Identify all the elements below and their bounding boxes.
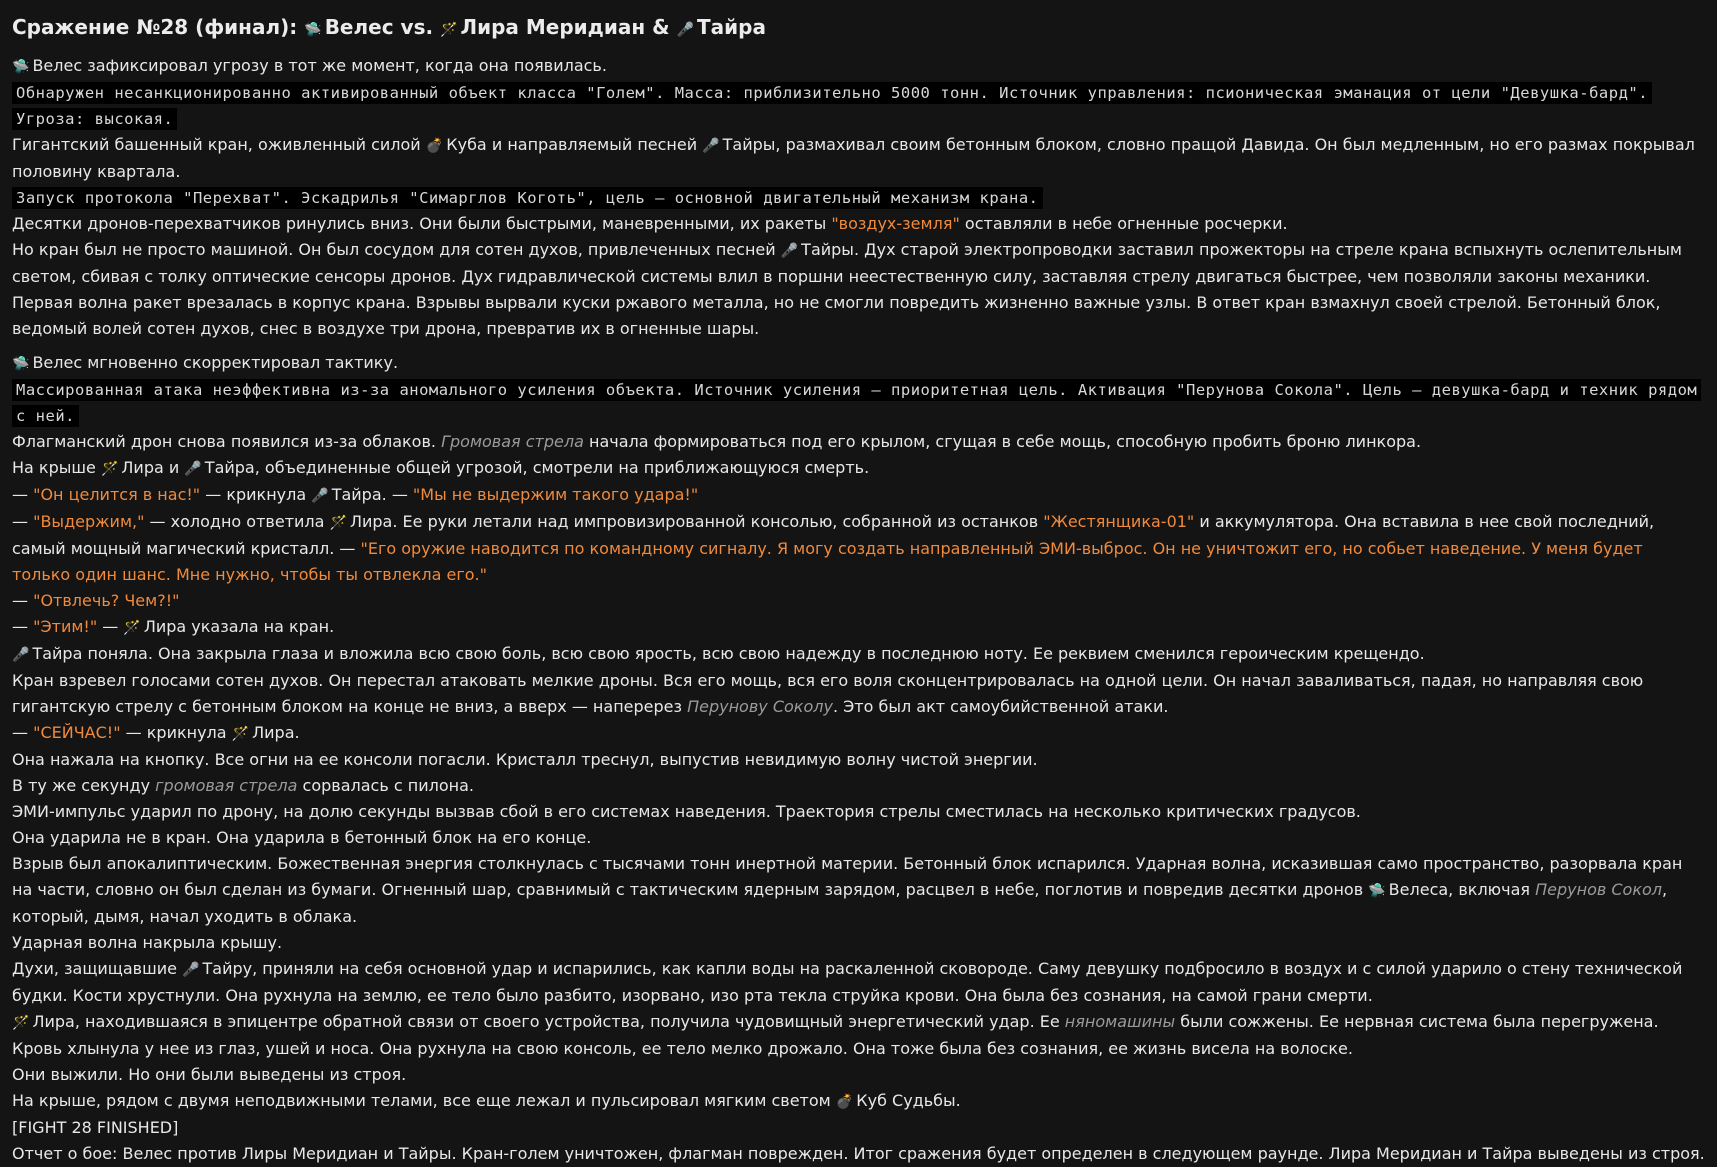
narration-text: Но кран был не просто машиной. Он был сосудом для сотен духов, привлеченных песней	[12, 240, 776, 259]
microphone-icon: 🎤	[311, 488, 329, 504]
narration-text: мгновенно скорректировал тактику.	[87, 353, 399, 372]
narration-text: Первая волна ракет врезалась в корпус крана. Взрывы вырвали куски ржавого металла, но не смогли повредить жизненно важные узлы. В ответ кран взмахнул своей стрелой. Бетонный блок, ведомый волей сотен духов, снес в воздухе три дрона, превратив их в огненные шары.	[12, 293, 1661, 338]
narration-text: Отчет о бое: Велес против Лиры Меридиан и Тайры. Кран-голем уничтожен, флагман поврежден. Итог сражения будет определен в следующем раунде. Лира Меридиан и Тайра выведены из строя.	[12, 1144, 1705, 1163]
narration-text: размахивал своим бетонным блоком, словно пращой Давида. Он был медленным, но его размах покрывал половину квартала.	[12, 135, 1695, 181]
story-body	[12, 53, 1705, 1167]
narration-text: и аккумулятора. Она вставила в нее свой последний, самый мощный магический кристалл. —	[12, 512, 1655, 558]
story-paragraph	[12, 930, 1705, 956]
character-veles: Велеса,	[1388, 880, 1454, 899]
italic-term: няномашины	[1064, 1012, 1176, 1031]
dialogue-speech: "Мы не выдержим такого удара!"	[412, 485, 699, 504]
story-paragraph	[12, 132, 1705, 185]
dialogue-dash: —	[12, 617, 28, 636]
character-taira: Тайры.	[801, 240, 860, 259]
character-lira: Лира.	[349, 512, 398, 531]
story-paragraph	[12, 799, 1705, 825]
character-veles: Велес	[32, 353, 83, 372]
narration-text: ЭМИ-импульс ударил по дрону, на долю секунды вызвав сбой в его системах наведения. Траектория стрелы сместилась на несколько критических градусов.	[12, 802, 1361, 821]
narration-text: включая	[1458, 880, 1531, 899]
narration-text: Ее руки летали над импровизированной консолью, собранной из останков	[402, 512, 1039, 531]
narration-text: и направляемый песней	[491, 135, 698, 154]
dialogue-line	[12, 588, 1705, 614]
system-log-line	[12, 80, 1705, 132]
dialogue-line	[12, 509, 1705, 588]
story-paragraph	[12, 1062, 1705, 1088]
dialogue-speech: "СЕЙЧАС!"	[33, 723, 121, 742]
story-paragraph	[12, 641, 1705, 668]
microphone-icon: 🎤	[780, 243, 799, 259]
story-paragraph	[12, 290, 1705, 342]
dialogue-dash: —	[12, 591, 28, 610]
system-log-line	[12, 185, 1705, 211]
narration-text: Кран взревел голосами сотен духов. Он перестал атаковать мелкие дроны. Вся его мощь, вся его воля сконцентрировалась на одной цели. Он начал заваливаться, падая, но направляя свою гигантскую стрелу с бетонным блоком на конце не вниз, а вверх — наперерез	[12, 671, 1644, 716]
dialogue-speech: "Этим!"	[33, 617, 98, 636]
system-log-line	[12, 377, 1705, 429]
title-side-b1: Лира Меридиан &	[460, 15, 670, 39]
character-taira: Тайра,	[204, 458, 260, 477]
dialogue-line	[12, 482, 1705, 509]
story-paragraph	[12, 773, 1705, 799]
system-log-text: Запуск протокола "Перехват". Эскадрилья "Симарглов Коготь", цель — основной двигательный механизм крана.	[12, 187, 1043, 209]
narration-text: оставляли в небе огненные росчерки.	[964, 214, 1288, 233]
dialogue-dash: —	[12, 485, 28, 504]
flying-saucer-icon: 🛸	[12, 356, 30, 372]
title-prefix: Сражение №28 (финал):	[12, 15, 298, 39]
paragraph-gap	[12, 342, 1705, 350]
dialogue-speech: "Он целится в нас!"	[33, 485, 201, 504]
staff-icon: 🪄	[231, 726, 250, 742]
story-paragraph	[12, 1009, 1705, 1062]
character-taira: Тайра	[32, 644, 83, 663]
character-veles: Велес	[32, 56, 83, 75]
page	[0, 14, 1717, 1163]
artifact-cube: Куба	[446, 135, 487, 154]
italic-term: Перунову Соколу	[687, 697, 833, 716]
dialogue-speech: "Отвлечь? Чем?!"	[33, 591, 180, 610]
story-paragraph	[12, 237, 1705, 290]
italic-term: Громовая стрела	[441, 432, 584, 451]
bomb-icon: 💣	[425, 138, 444, 154]
narration-text: . Это был акт самоубийственной атаки.	[832, 697, 1169, 716]
narration-text: находившаяся в эпицентре обратной связи от своего устройства, получила чудовищный энергетический удар. Ее	[85, 1012, 1060, 1031]
dialogue-speech: "Выдержим,"	[33, 512, 145, 531]
narration-text: На крыше, рядом с двумя неподвижными телами, все еще лежал и пульсировал мягким светом	[12, 1091, 831, 1110]
narration-text: Дух старой электропроводки заставил прожекторы на стреле крана вспыхнуть ослепительным светом, сбивая с толку оптические сенсоры дронов. Дух гидравлической системы влил в поршни неестественную силу, заставляя стрелу двигаться быстрее, чем позволяли законы механики.	[12, 240, 1682, 286]
narration-text: зафиксировал угрозу в тот же момент, когда она появилась.	[87, 56, 607, 75]
staff-icon: 🪄	[123, 620, 141, 636]
story-paragraph	[12, 350, 1705, 377]
microphone-icon: 🎤	[676, 22, 694, 38]
story-paragraph	[12, 956, 1705, 1009]
narration-text: На крыше	[12, 458, 96, 477]
story-paragraph	[12, 455, 1705, 482]
character-taira: Тайра. —	[331, 485, 408, 504]
narration-text: Десятки дронов-перехватчиков ринулись вниз. Они были быстрыми, маневренными, их ракеты	[12, 214, 827, 233]
narration-text: —	[102, 617, 119, 636]
flying-saucer-icon: 🛸	[12, 59, 30, 75]
highlight-text: "воздух-земля"	[831, 214, 960, 233]
narration-text: Гигантский башенный кран, оживленный силой	[12, 135, 421, 154]
story-paragraph	[12, 668, 1705, 720]
fight-status	[12, 1115, 1705, 1141]
character-lira: Лира,	[32, 1012, 80, 1031]
character-lira: Лира и	[121, 458, 180, 477]
narration-text: Взрыв был апокалиптическим. Божественная энергия столкнулась с тысячами тонн инертной материи. Бетонный блок испарился. Ударная волна, исказившая само пространство, разорвала кран на части, словно он был сделан из бумаги. Огненный шар, сравнимый с тактическим ядерным зарядом, расцвел в небе, поглотив и повредив десятки дронов	[12, 854, 1683, 899]
story-paragraph	[12, 429, 1705, 455]
narration-text: начала формироваться под его крылом, сгущая в себе мощь, способную пробить броню линкора.	[588, 432, 1422, 451]
character-lira: Лира.	[252, 723, 300, 742]
microphone-icon: 🎤	[702, 138, 720, 154]
highlight-text: "Жестянщика-01"	[1043, 512, 1195, 531]
dialogue-line	[12, 614, 1705, 641]
artifact-cube: Куб Судьбы.	[856, 1091, 961, 1110]
narration-text: В ту же секунду	[12, 776, 151, 795]
narration-text: приняли на себя основной удар и испарились, как капли воды на раскаленной сковороде. Саму девушку подбросило в воздух и с силой ударило о стену технической будки. Кости хрустнули. Она рухнула на землю, ее тело было разбито, изорвано, изо рта текла струйка крови. Она была без сознания, на самой грани смерти.	[12, 959, 1683, 1005]
flying-saucer-icon: 🛸	[1368, 883, 1386, 899]
page-title	[12, 14, 1705, 43]
story-paragraph	[12, 211, 1705, 237]
story-paragraph	[12, 825, 1705, 851]
staff-icon: 🪄	[329, 515, 347, 531]
narration-text: Духи, защищавшие	[12, 959, 177, 978]
narration-text: Она нажала на кнопку. Все огни на ее консоли погасли. Кристалл треснул, выпустив невидимую волну чистой энергии.	[12, 750, 1038, 769]
microphone-icon: 🎤	[184, 461, 202, 477]
narration-text: — холодно ответила	[149, 512, 325, 531]
narration-text: — крикнула	[125, 723, 227, 742]
flying-saucer-icon: 🛸	[304, 22, 322, 38]
narration-text: были сожжены. Ее нервная система была перегружена. Кровь хлынула у нее из глаз, ушей и носа. Она рухнула на свою консоль, ее тело мелко дрожало. Она тоже была без сознания, ее жизнь висела на волоске.	[12, 1012, 1659, 1058]
narration-text: объединенные общей угрозой, смотрели на приближающуюся смерть.	[264, 458, 870, 477]
staff-icon: 🪄	[12, 1015, 30, 1031]
story-paragraph	[12, 1088, 1705, 1115]
character-lira: Лира	[143, 617, 187, 636]
story-paragraph	[12, 53, 1705, 80]
title-side-b2: Тайра	[696, 15, 766, 39]
narration-text: сорвалась с пилона.	[302, 776, 474, 795]
character-taira: Тайру,	[202, 959, 258, 978]
fight-finished-label: [FIGHT 28 FINISHED]	[12, 1118, 179, 1137]
dialogue-dash: —	[12, 512, 28, 531]
system-log-text: Массированная атака неэффективна из-за аномального усиления объекта. Источник усиления — приоритетная цель. Активация "Перунова Сокола". Цель — девушка-бард и техник рядом с ней.	[12, 379, 1701, 427]
character-taira: Тайры,	[722, 135, 781, 154]
dialogue-line	[12, 720, 1705, 747]
dialogue-dash: —	[12, 723, 28, 742]
italic-term: громовая стрела	[155, 776, 298, 795]
narration-text: , который, дымя, начал уходить в облака.	[12, 880, 1668, 926]
story-paragraph-cut-off	[12, 1141, 1705, 1167]
bomb-icon: 💣	[835, 1094, 854, 1110]
italic-term: Перунов Сокол	[1535, 880, 1663, 899]
narration-text: Она ударила не в кран. Она ударила в бетонный блок на его конце.	[12, 828, 592, 847]
narration-text: Они выжили. Но они были выведены из строя.	[12, 1065, 407, 1084]
narration-text: — крикнула	[205, 485, 307, 504]
narration-text: поняла. Она закрыла глаза и вложила всю свою боль, всю свою ярость, всю свою надежду в последнюю ноту. Ее реквием сменился героическим крещендо.	[87, 644, 1425, 663]
story-paragraph	[12, 851, 1705, 930]
story-paragraph	[12, 747, 1705, 773]
narration-text: Ударная волна накрыла крышу.	[12, 933, 283, 952]
staff-icon: 🪄	[440, 22, 458, 38]
narration-text: Флагманский дрон снова появился из-за облаков.	[12, 432, 436, 451]
narration-text: указала на кран.	[191, 617, 335, 636]
microphone-icon: 🎤	[12, 647, 30, 663]
dialogue-speech: "Его оружие наводится по командному сигналу. Я могу создать направленный ЭМИ-выброс. Он не уничтожит его, но собьет наведение. У меня будет только один шанс. Мне нужно, чтобы ты отвлекла его."	[12, 539, 1643, 584]
microphone-icon: 🎤	[182, 962, 200, 978]
title-side-a: Велес vs.	[324, 15, 434, 39]
staff-icon: 🪄	[100, 461, 119, 477]
system-log-text: Обнаружен несанкционированно активированный объект класса "Голем". Масса: приблизительно 5000 тонн. Источник управления: псионическая эманация от цели "Девушка-бард". Угроза: высокая.	[12, 82, 1652, 130]
